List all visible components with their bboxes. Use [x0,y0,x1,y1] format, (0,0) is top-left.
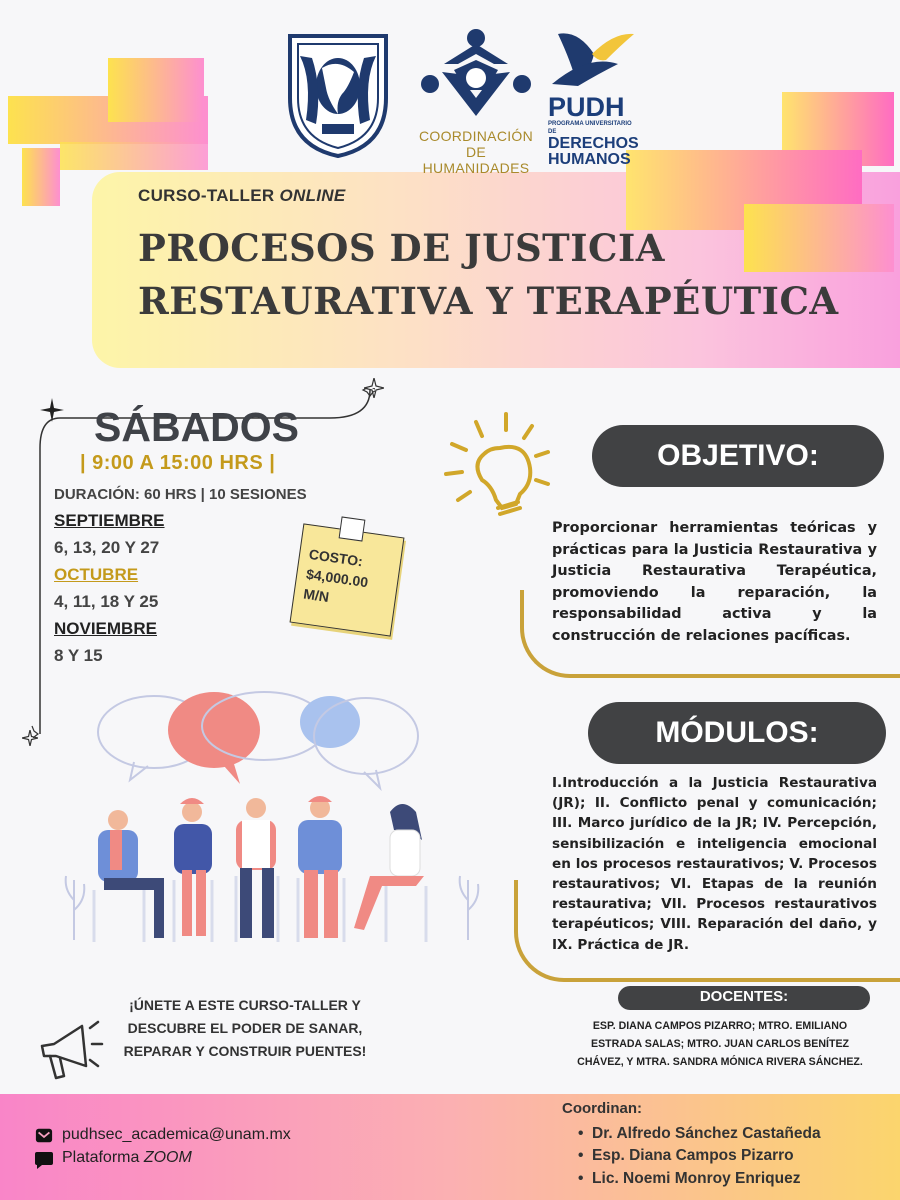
call-to-action [110,994,380,1063]
coordinacion-line-1: COORDINACIÓN [418,128,534,144]
page-title [138,222,839,328]
deco-block-left-2 [108,58,204,122]
objetivo-heading: OBJETIVO: [592,425,884,487]
days-november: 8 Y 15 [54,646,103,665]
unam-shield-icon [282,28,394,160]
coordinator-item: • Lic. Noemi Monroy Enriquez [578,1170,801,1187]
person-4 [298,796,342,938]
person-2 [174,798,212,936]
sparkle-icon [22,730,38,746]
docentes-text: ESP. DIANA CAMPOS PIZARRO; MTRO. EMILIANO ESTRADA SALAS; MTRO. JUAN CARLOS BENÍTEZ CHÁVEZ, Y MTRA. SANDRA MÓNICA RIVERA SÁNCHEZ. [577,1020,863,1068]
tape-icon [339,516,366,541]
pudh-title: PUDH [548,92,625,122]
person-1 [98,810,164,938]
unam-logo [282,28,394,160]
coordinacion-logo-icon [414,24,538,124]
person-3 [236,798,276,938]
group-conversation-illustration [64,680,484,970]
cta-line-3: REPARAR Y CONSTRUIR PUENTES! [123,1043,367,1059]
cta-line-1: ¡ÚNETE A ESTE CURSO-TALLER Y [129,997,361,1013]
modulos-heading: MÓDULOS: [588,702,886,764]
coordinator-item: • Dr. Alfredo Sánchez Castañeda [578,1125,821,1142]
objetivo-text: Proporcionar herramientas teóricas y prácticas para la Justicia Restaurativa y Justicia Restaurativa Terapéutica, promoviendo la reparación, la responsabilidad activa y la construcción de relaciones pacíficas. [552,520,877,644]
cost-amount: $4,000.00 [305,565,370,591]
pudh-small: PROGRAMA UNIVERSITARIO DE [548,121,632,135]
megaphone-icon [34,1014,106,1086]
coordinators-label: Coordinan: [562,1100,642,1117]
modulos-text: I.Introducción a la Justicia Restaurativa (JR); II. Conflicto penal y comunicación; III. Marco jurídico de la JR; IV. Percepción, sensibilización e inteligencia emocional en los procesos restaurativos; V. Procesos restaurativos; VI. Etapas de la reunión restaurativa; VII. Procesos restaurativos terapéuticos; VIII. Reparación del daño, y IX. Práctica de JR. [552,775,877,953]
contact-email[interactable]: pudhsec_academica@unam.mx [62,1126,291,1143]
schedule-day: SÁBADOS [94,404,300,450]
speech-bubbles [98,692,418,788]
days-september: 6, 13, 20 Y 27 [54,538,160,557]
coordinacion-line-2: DE HUMANIDADES [422,144,530,176]
coordinator-item: • Esp. Diana Campos Pizarro [578,1147,794,1164]
pudh-line-2: DERECHOS [548,135,639,152]
month-september: SEPTIEMBRE [54,511,165,530]
deco-block-left-4 [60,142,208,170]
lightbulb-icon [436,408,556,528]
cost-currency: M/N [302,585,331,605]
cost-text [302,544,372,612]
cta-line-2: DESCUBRE EL PODER DE SANAR, [127,1020,363,1036]
pudh-dove-icon [548,24,638,90]
days-october: 4, 11, 18 Y 25 [54,592,159,611]
pudh-logo [548,24,639,168]
docentes-heading: DOCENTES: [618,986,870,1010]
email-icon [34,1127,54,1145]
course-type: CURSO-TALLER ONLINE [138,186,346,205]
schedule-duration: DURACIÓN: 60 HRS | 10 SESIONES [54,486,307,503]
schedule-hours: | 9:00 A 15:00 HRS | [80,452,276,474]
chat-icon [34,1150,54,1170]
pudh-line-3: HUMANOS [548,151,631,168]
month-november: NOVIEMBRE [54,619,157,638]
title-line-2: RESTAURATIVA Y TERAPÉUTICA [138,279,839,323]
sparkle-icon [364,378,384,398]
sparkle-icon [40,398,64,422]
coordinacion-logo [414,24,538,176]
platform: Plataforma ZOOM [62,1149,192,1166]
month-october: OCTUBRE [54,565,139,584]
title-line-1: PROCESOS DE JUSTICIA [138,226,665,270]
cost-label: COSTO: [307,545,364,570]
deco-block-left-3 [22,148,60,206]
person-5 [354,804,424,930]
